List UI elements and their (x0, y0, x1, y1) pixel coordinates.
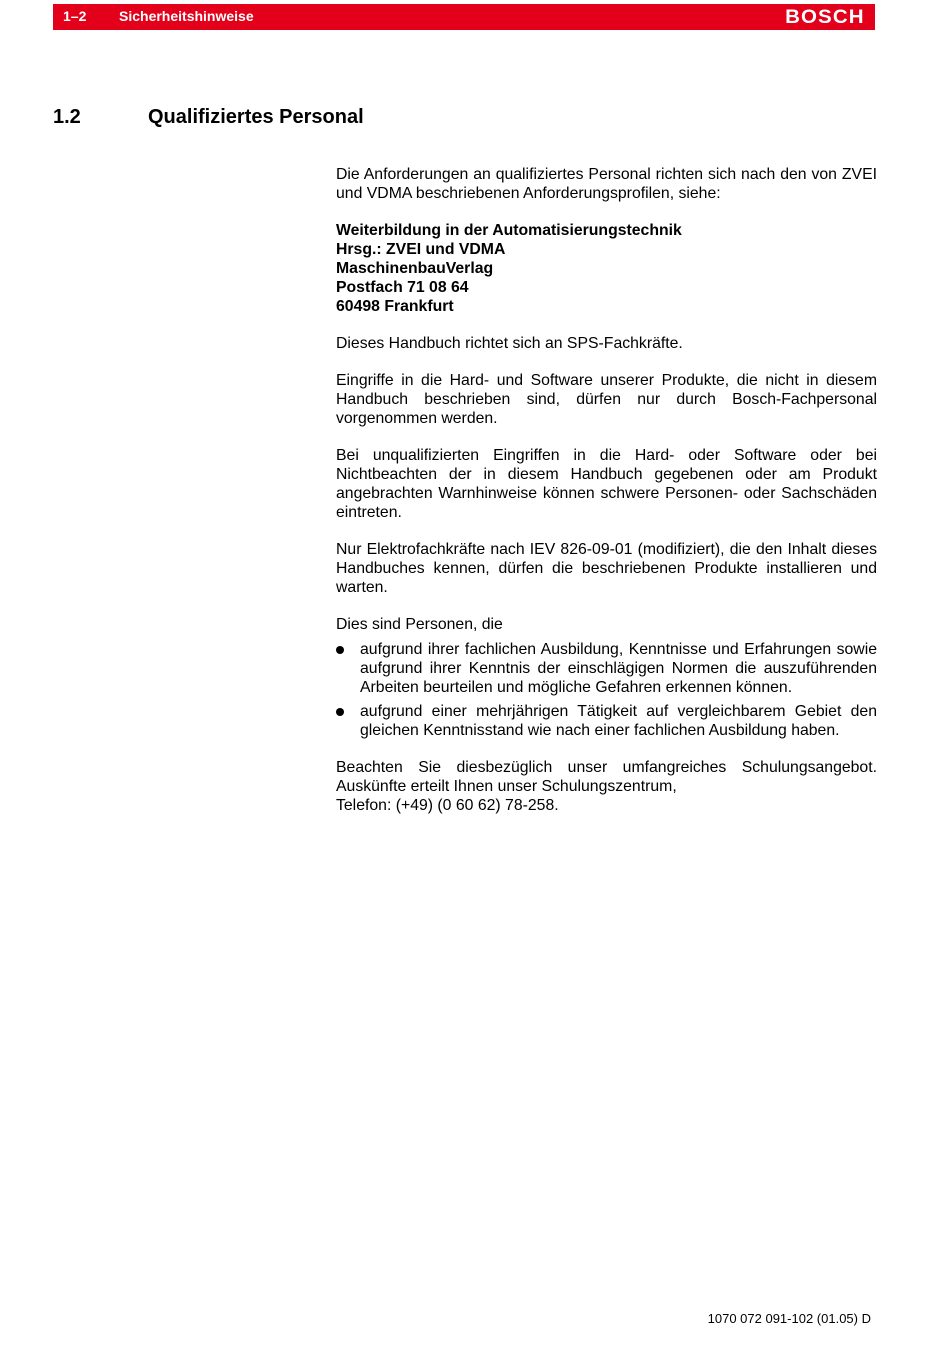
address-line: Postfach 71 08 64 (336, 279, 469, 296)
header-page-number: 1–2 (63, 8, 87, 24)
address-line: 60498 Frankfurt (336, 298, 454, 315)
content-column (336, 165, 877, 833)
address-line: Weiterbildung in der Automatisierungstechnik (336, 222, 682, 239)
section-number: 1.2 (53, 106, 81, 128)
persons-list (336, 640, 877, 740)
bullet-icon (336, 646, 344, 654)
list-item-text: aufgrund einer mehrjährigen Tätigkeit auf vergleichbarem Gebiet den gleichen Kenntnisstand wie nach einer fachlichen Ausbildung haben. (360, 703, 877, 739)
header-bar (53, 4, 875, 30)
address-line: MaschinenbauVerlag (336, 260, 494, 277)
list-item (336, 640, 877, 697)
bosch-logo: BOSCH (785, 7, 865, 28)
address-line: Hrsg.: ZVEI und VDMA (336, 241, 506, 258)
list-item-text: aufgrund ihrer fachlichen Ausbildung, Kenntnisse und Erfahrungen sowie aufgrund ihrer Kenntnis der einschlägigen Normen die auszuführenden Arbeiten beurteilen und mögliche Gefahren erkennen können. (360, 641, 877, 696)
bullet-icon (336, 708, 344, 716)
address-block (336, 221, 877, 316)
section-title: Qualifiziertes Personal (148, 106, 364, 128)
paragraph-training: Beachten Sie diesbezüglich unser umfangreiches Schulungsangebot. Auskünfte erteilt Ihnen unser Schulungszentrum, (336, 759, 877, 795)
paragraph-warning: Bei unqualifizierten Eingriffen in die Hard- oder Software oder bei Nichtbeachten der in diesem Handbuch gegebenen oder am Produkt angebrachten Warnhinweise können schwere Personen- oder Sachschäden eintreten. (336, 447, 877, 521)
paragraph-electricians: Nur Elektrofachkräfte nach IEV 826-09-01 (modifiziert), die den Inhalt dieses Handbuches kennen, dürfen die beschriebenen Produkte installieren und warten. (336, 541, 877, 596)
paragraph-requirements: Die Anforderungen an qualifiziertes Personal richten sich nach den von ZVEI und VDMA beschriebenen Anforderungsprofilen, siehe: (336, 166, 877, 202)
paragraph-phone: Telefon: (+49) (0 60 62) 78-258. (336, 797, 559, 814)
paragraph-interventions: Eingriffe in die Hard- und Software unserer Produkte, die nicht in diesem Handbuch beschrieben sind, dürfen nur durch Bosch-Fachpersonal vorgenommen werden. (336, 372, 877, 427)
document-number: 1070 072 091-102 (01.05) D (707, 1311, 871, 1326)
header-section-title: Sicherheitshinweise (119, 8, 254, 24)
list-item (336, 702, 877, 740)
paragraph-persons-intro: Dies sind Personen, die (336, 616, 503, 633)
paragraph-audience: Dieses Handbuch richtet sich an SPS-Fachkräfte. (336, 335, 683, 352)
